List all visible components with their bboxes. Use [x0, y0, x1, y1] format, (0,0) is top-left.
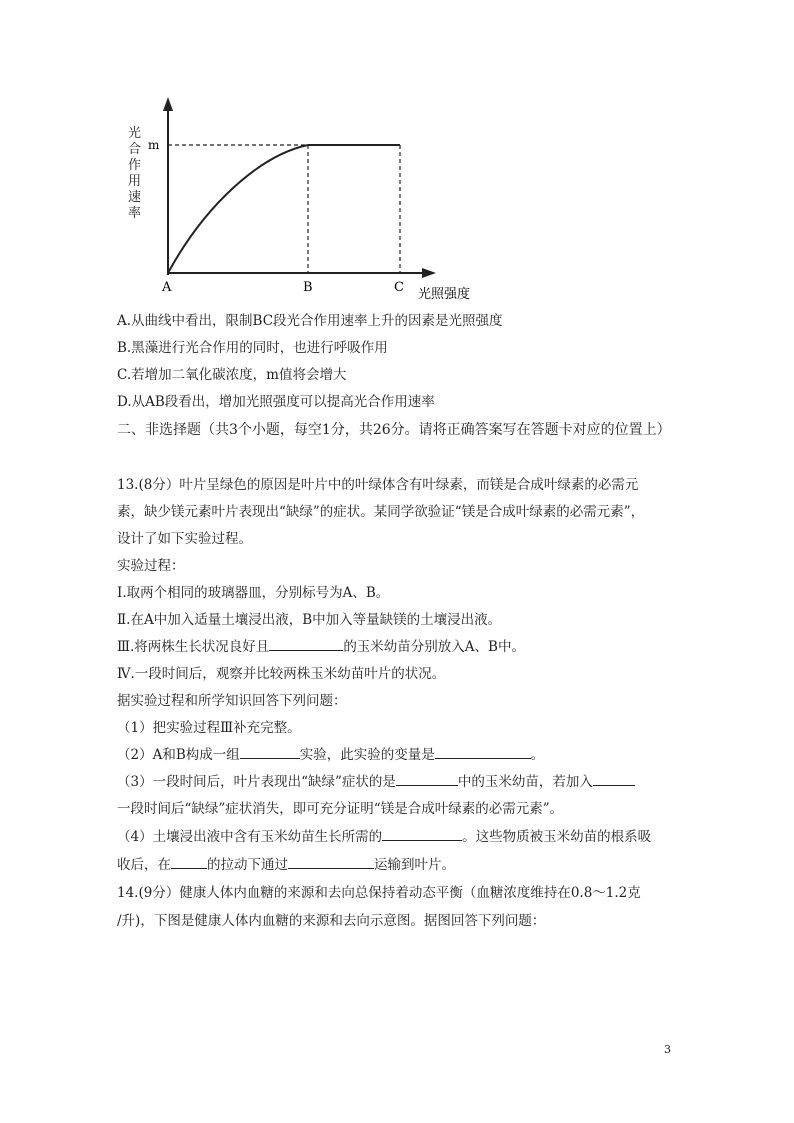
q13-step-4: Ⅳ.一段时间后，观察并比较两株玉米幼苗叶片的状况。: [117, 666, 446, 682]
q13-line-2: 素，缺少镁元素叶片表现出“缺绿”的症状。某同学欲验证“镁是合成叶绿素的必需元素”，: [117, 504, 645, 520]
svg-text:用: 用: [128, 174, 142, 189]
q13-intro: 据实验过程和所学知识回答下列问题：: [117, 693, 347, 709]
answer-blank[interactable]: [171, 856, 207, 869]
q13-process-title: 实验过程：: [117, 558, 185, 574]
q13-sub-2: （2）A和B构成一组 实验，此实验的变量是 。: [117, 747, 545, 763]
y-axis-label: [128, 125, 141, 221]
x-axis-label: 光照强度: [418, 287, 471, 302]
option-b: B.黑藻进行光合作用的同时，也进行呼吸作用: [117, 340, 388, 356]
q14-line-1: 14.(9分）健康人体内血糖的来源和去向总保持着动态平衡（血糖浓度维持在0.8～1.2克: [117, 885, 641, 901]
answer-blank[interactable]: [240, 746, 300, 759]
page-number: 3: [664, 1043, 671, 1056]
answer-blank[interactable]: [396, 773, 458, 786]
answer-blank[interactable]: [435, 746, 531, 759]
answer-blank[interactable]: [288, 856, 374, 869]
q13-line-3: 设计了如下实验过程。: [117, 531, 252, 547]
m-label: m: [148, 138, 160, 152]
q14-line-2: /升)，下图是健康人体内血糖的来源和去向示意图。据图回答下列问题：: [117, 913, 546, 929]
answer-blank[interactable]: [382, 828, 462, 841]
y-axis-arrow: [163, 97, 173, 111]
q13-step-1: Ⅰ.取两个相同的玻璃器皿，分别标号为A、B。: [117, 585, 390, 601]
section-2-heading: 二、非选择题（共3个小题，每空1分，共26分。请将正确答案写在答题卡对应的位置上）: [117, 422, 671, 438]
svg-text:速: 速: [128, 190, 142, 205]
q13-step-3: Ⅲ.将两株生长状况良好且 的玉米幼苗分别放入A、B中。: [117, 639, 525, 655]
option-c: C.若增加二氧化碳浓度，m值将会增大: [117, 367, 347, 383]
svg-text:作: 作: [128, 158, 142, 173]
answer-blank[interactable]: [593, 773, 635, 786]
answer-blank[interactable]: [269, 638, 343, 651]
x-axis-arrow: [422, 268, 436, 278]
q13-sub-1: （1）把实验过程Ⅲ补充完整。: [117, 720, 301, 736]
photosynthesis-graph: [110, 85, 480, 305]
option-a: A.从曲线中看出，限制BC段光合作用速率上升的因素是光照强度: [117, 313, 503, 329]
svg-text:率: 率: [128, 206, 142, 221]
q13-line-1: 13.(8分）叶片呈绿色的原因是叶片中的叶绿体含有叶绿素，而镁是合成叶绿素的必需元: [117, 477, 639, 493]
q13-sub-3-line-2: 一段时间后“缺绿”症状消失，即可充分证明“镁是合成叶绿素的必需元素”。: [117, 801, 564, 817]
option-d: D.从AB段看出，增加光照强度可以提高光合作用速率: [117, 394, 435, 410]
svg-text:光: 光: [128, 126, 142, 141]
q13-sub-3: （3）一段时间后，叶片表现出“缺绿”症状的是 中的玉米幼苗，若加入: [117, 773, 635, 791]
point-b-label: B: [303, 280, 313, 295]
rate-curve: [168, 145, 308, 273]
point-c-label: C: [394, 280, 404, 295]
point-a-label: A: [162, 280, 172, 295]
q13-sub-4: （4）土壤浸出液中含有玉米幼苗生长所需的 。这些物质被玉米幼苗的根系吸: [117, 829, 652, 845]
svg-text:合: 合: [128, 142, 142, 157]
q13-sub-4-line-2: 收后，在 的拉动下通过 运输到叶片。: [117, 857, 455, 873]
q13-step-2: Ⅱ.在A中加入适量土壤浸出液，B中加入等量缺镁的土壤浸出液。: [117, 612, 502, 628]
